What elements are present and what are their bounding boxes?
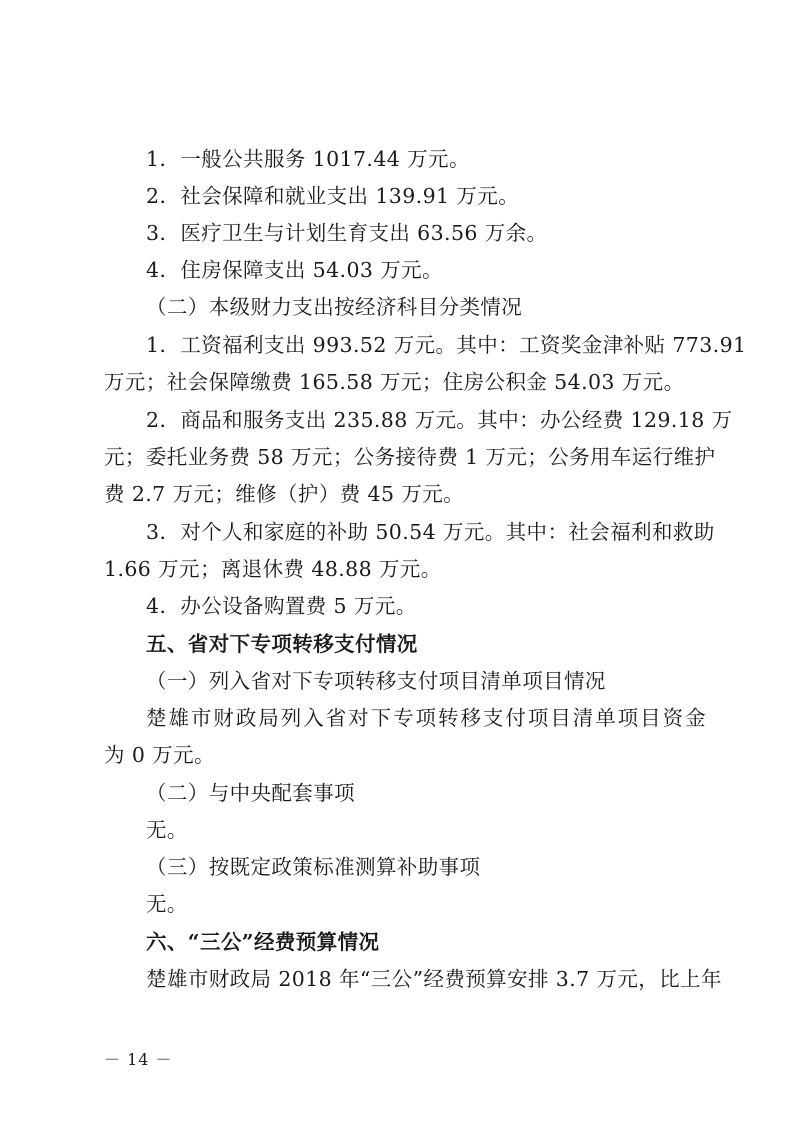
section-heading: 六、“三公”经费预算情况 xyxy=(146,930,380,954)
paragraph-line: 无。 xyxy=(146,892,188,916)
subsection-heading: （一）列入省对下专项转移支付项目清单项目情况 xyxy=(146,669,606,693)
subsection-heading: （二）与中央配套事项 xyxy=(146,781,355,805)
page-number: － 14 － xyxy=(104,1050,173,1069)
section-heading: 五、省对下专项转移支付情况 xyxy=(146,632,418,656)
paragraph-line: 1．一般公共服务 1017.44 万元。 xyxy=(146,147,470,171)
paragraph-line: 3．对个人和家庭的补助 50.54 万元。其中：社会福利和救助 xyxy=(146,520,715,544)
paragraph-line: 4．住房保障支出 54.03 万元。 xyxy=(146,258,443,282)
paragraph-line: 4．办公设备购置费 5 万元。 xyxy=(146,594,417,618)
paragraph-line: 3．医疗卫生与计划生育支出 63.56 万余。 xyxy=(146,221,548,245)
subsection-heading: （三）按既定政策标准测算补助事项 xyxy=(146,855,481,879)
paragraph-line: 楚雄市财政局 2018 年“三公”经费预算安排 3.7 万元，比上年 xyxy=(146,967,722,991)
paragraph-line: 费 2.7 万元；维修（护）费 45 万元。 xyxy=(104,482,465,506)
paragraph-line: 元；委托业务费 58 万元；公务接待费 1 万元；公务用车运行维护 xyxy=(104,445,716,469)
paragraph-line: 为 0 万元。 xyxy=(104,743,215,767)
paragraph-line: 无。 xyxy=(146,818,188,842)
paragraph-line: 2．商品和服务支出 235.88 万元。其中：办公经费 129.18 万 xyxy=(146,408,733,432)
paragraph-line: 楚雄市财政局列入省对下专项转移支付项目清单项目资金 xyxy=(146,706,706,730)
paragraph-line: 1.66 万元；离退休费 48.88 万元。 xyxy=(104,557,442,581)
paragraph-line: 万元；社会保障缴费 165.58 万元；住房公积金 54.03 万元。 xyxy=(104,370,685,394)
subsection-heading: （二）本级财力支出按经济科目分类情况 xyxy=(146,295,523,319)
paragraph-line: 2．社会保障和就业支出 139.91 万元。 xyxy=(146,184,520,208)
paragraph-line: 1．工资福利支出 993.52 万元。其中：工资奖金津补贴 773.91 xyxy=(146,333,747,357)
